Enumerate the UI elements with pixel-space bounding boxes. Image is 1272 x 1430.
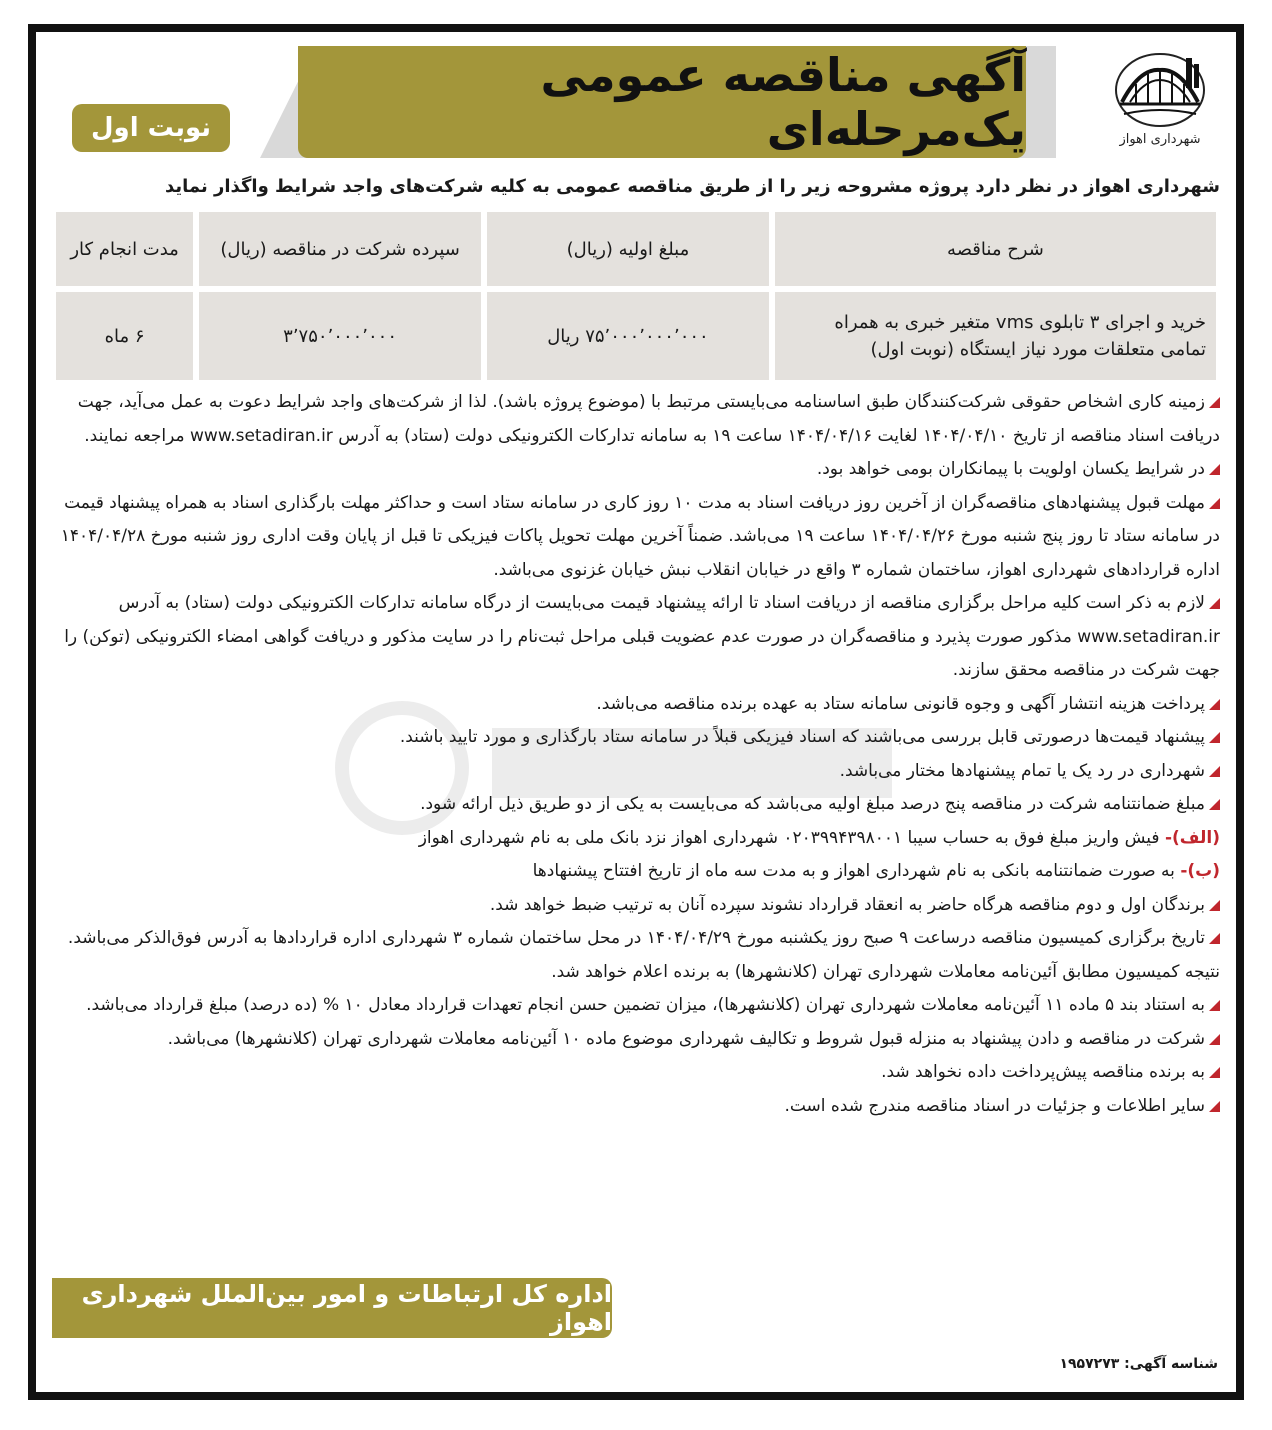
header-duration: مدت انجام کار — [56, 212, 193, 286]
paragraph: به استناد بند ۵ ماده ۱۱ آئین‌نامه معاملات شهرداری تهران (کلانشهرها)، میزان تضمین حسن انجام تعهدات قرارداد معادل ۱۰ % (ده درصد) مبلغ قرارداد می‌باشد. — [56, 989, 1220, 1023]
paragraph: پیشنهاد قیمت‌ها درصورتی قابل بررسی می‌باشند که اسناد فیزیکی قبلاً در سامانه ستاد بارگذاری و مورد تایید باشند. — [56, 721, 1220, 755]
option-a — [56, 822, 1220, 856]
plain-paragraph: نتیجه کمیسیون مطابق آئین‌نامه معاملات شهرداری تهران (کلانشهرها) به برنده اعلام خواهد شد. — [551, 961, 1220, 982]
header-initial-amount: مبلغ اولیه (ریال) — [487, 212, 769, 286]
notice-body — [56, 386, 1220, 1123]
option-b-text: به صورت ضمانتنامه بانکی به نام شهرداری اهواز و به مدت سه ماه از تاریخ افتتاح پیشنهادها — [532, 861, 1175, 881]
table-row — [56, 292, 1216, 380]
paragraph: لازم به ذکر است کلیه مراحل برگزاری مناقصه از دریافت اسناد تا ارائه پیشنهاد قیمت می‌بایست از درگاه سامانه تدارکات الکترونیکی دولت (ستاد) به آدرس www.setadiran.ir مذکور صورت پذیرد و مناقصه‌گران در صورت عدم عضویت قبلی مراحل ثبت‌نام را در سایت مذکور و دریافت گواهی امضاء الکترونیکی (توکن) را جهت شرکت در مناقصه محقق سازند. — [56, 587, 1220, 688]
option-a-text: فیش واریز مبلغ فوق به حساب سیبا ۰۲۰۳۹۹۴۳۹۸۰۰۱ شهرداری اهواز نزد بانک ملی به نام شهرداری اهواز — [418, 827, 1160, 848]
option-b — [56, 855, 1220, 889]
municipality-logo — [1104, 50, 1216, 160]
cell-deposit: ۳٬۷۵۰٬۰۰۰٬۰۰۰ — [199, 292, 481, 380]
bridge-logo-icon — [1112, 50, 1208, 130]
round-tag: نوبت اول — [72, 104, 230, 152]
department-banner: اداره کل ارتباطات و امور بین‌الملل شهرداری اهواز — [52, 1278, 612, 1338]
paragraph: شرکت در مناقصه و دادن پیشنهاد به منزله قبول شروط و تکالیف شهرداری موضوع ماده ۱۰ آئین‌نامه معاملات شهرداری تهران (کلانشهرها) می‌باشد. — [56, 1023, 1220, 1057]
notice-frame — [28, 24, 1244, 1400]
paragraph: تاریخ برگزاری کمیسیون مناقصه درساعت ۹ صبح روز یکشنبه مورخ ۱۴۰۴/۰۴/۲۹ در محل ساختمان شماره ۳ شهرداری اداره قراردادها به آدرس فوق‌الذکر می‌باشد. — [56, 922, 1220, 956]
paragraph: در شرایط یکسان اولویت با پیمانکاران بومی خواهد بود. — [56, 453, 1220, 487]
option-a-label: (الف)- — [1164, 827, 1220, 848]
paragraph: زمینه کاری اشخاص حقوقی شرکت‌کنندگان طبق اساسنامه می‌بایستی مرتبط با (موضوع پروژه باشد). لذا از شرکت‌های واجد شرایط دعوت به عمل می‌آید، جهت دریافت اسناد مناقصه از تاریخ ۱۴۰۴/۰۴/۱۰ لغایت ۱۴۰۴/۰۴/۱۶ ساعت ۱۹ به سامانه تدارکات الکترونیکی دولت (ستاد) به آدرس www.setadiran.ir مراجعه نمایند. — [56, 386, 1220, 453]
header-deposit: سپرده شرکت در مناقصه (ریال) — [199, 212, 481, 286]
paragraph: مهلت قبول پیشنهادهای مناقصه‌گران از آخرین روز دریافت اسناد به مدت ۱۰ روز کاری در سامانه ستاد است و حداکثر مهلت بارگذاری اسناد به همراه پیشنهاد قیمت در سامانه ستاد تا روز پنج شنبه مورخ ۱۴۰۴/۰۴/۲۶ ساعت ۱۹ می‌باشد. ضمناً آخرین مهلت تحویل پاکات فیزیکی تا قبل از پایان وقت اداری روز شنبه مورخ ۱۴۰۴/۰۴/۲۸ اداره قراردادهای شهرداری اهواز، ساختمان شماره ۳ واقع در خیابان انقلاب نبش خیابان غزنوی می‌باشد. — [56, 487, 1220, 588]
paragraph: شهرداری در رد یک یا تمام پیشنهادها مختار می‌باشد. — [56, 755, 1220, 789]
cell-duration: ۶ ماه — [56, 292, 193, 380]
cell-description: خرید و اجرای ۳ تابلوی vms متغیر خبری به همراه تمامی متعلقات مورد نیاز ایستگاه (نوبت اول) — [775, 292, 1216, 380]
tender-table — [56, 212, 1216, 386]
paragraph: برندگان اول و دوم مناقصه هرگاه حاضر به انعقاد قرارداد نشوند سپرده آنان به ترتیب ضبط خواهد شد. — [56, 889, 1220, 923]
paragraph: سایر اطلاعات و جزئیات در اسناد مناقصه مندرج شده است. — [56, 1090, 1220, 1124]
notice-id: شناسه آگهی: ۱۹۵۷۲۷۳ — [1059, 1356, 1218, 1372]
paragraph: مبلغ ضمانتنامه شرکت در مناقصه پنج درصد مبلغ اولیه می‌باشد که می‌بایست به یکی از دو طریق ذیل ارائه شود. — [56, 788, 1220, 822]
notice-title: آگهی مناقصه عمومی یک‌مرحله‌ای — [298, 46, 1026, 158]
option-b-label: (ب)- — [1180, 861, 1220, 881]
paragraph: به برنده مناقصه پیش‌پرداخت داده نخواهد شد. — [56, 1056, 1220, 1090]
cell-initial-amount: ۷۵٬۰۰۰٬۰۰۰٬۰۰۰ ریال — [487, 292, 769, 380]
logo-caption: شهرداری اهواز — [1119, 132, 1201, 147]
intro-text: شهرداری اهواز در نظر دارد پروژه مشروحه زیر را از طریق مناقصه عمومی به کلیه شرکت‌های واجد شرایط واگذار نماید — [165, 176, 1220, 197]
paragraph: پرداخت هزینه انتشار آگهی و وجوه قانونی سامانه ستاد به عهده برنده مناقصه می‌باشد. — [56, 688, 1220, 722]
header-description: شرح مناقصه — [775, 212, 1216, 286]
table-header-row — [56, 212, 1216, 286]
